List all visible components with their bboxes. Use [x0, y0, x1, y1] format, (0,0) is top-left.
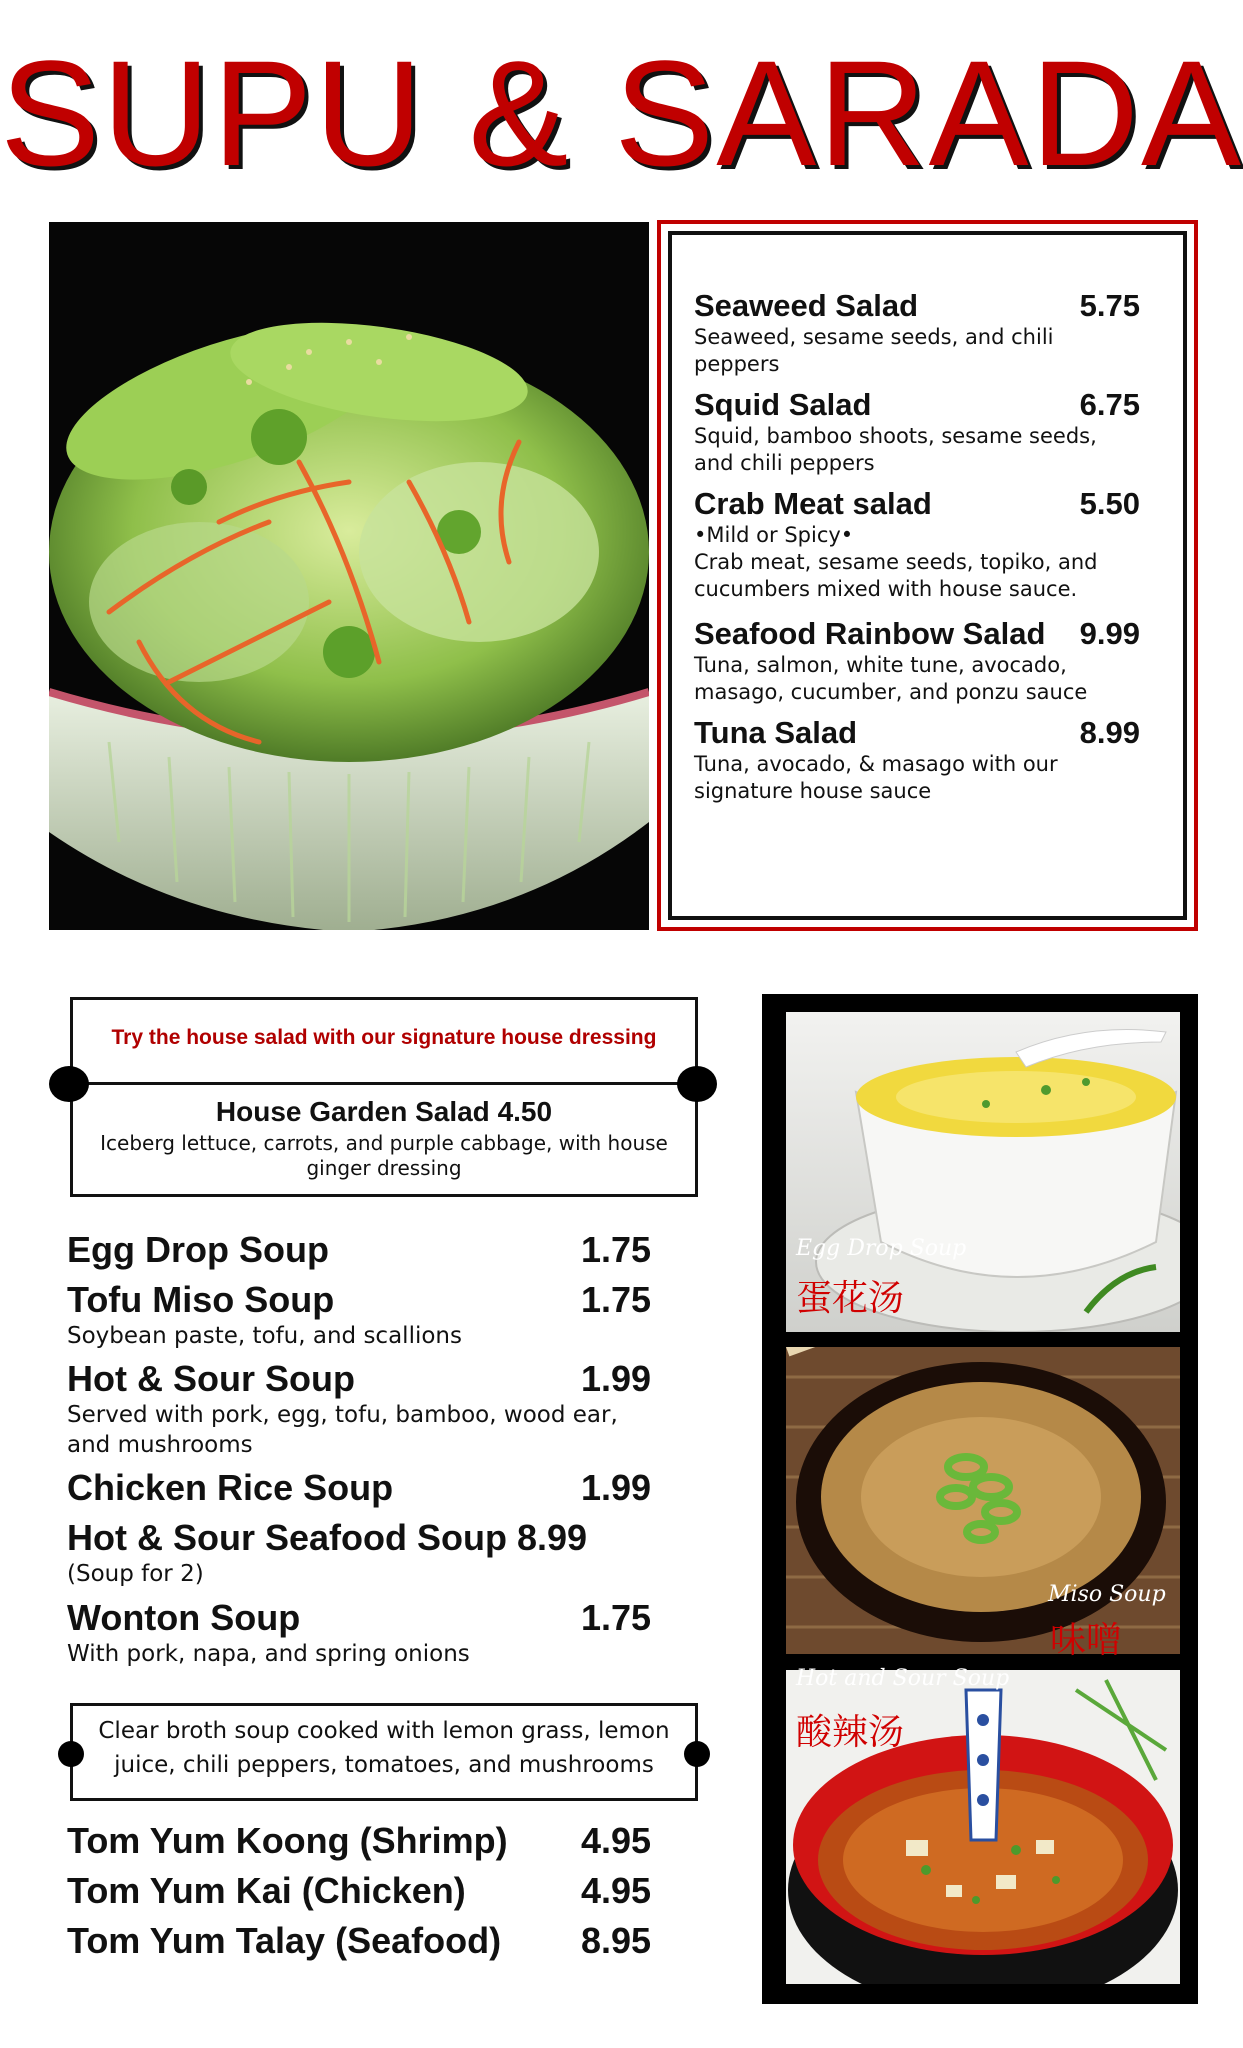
salad-name: Squid Salad [694, 387, 872, 422]
tom-yum-name: Tom Yum Talay (Seafood) [67, 1920, 502, 1961]
soup-name: Hot & Sour Soup [67, 1358, 355, 1399]
soup-description: Soybean paste, tofu, and scallions [67, 1323, 462, 1349]
tom-yum-price: 4.95 [581, 1870, 652, 1911]
soup-name: Hot & Sour Seafood Soup 8.99 [67, 1517, 588, 1558]
salad-name: Tuna Salad [694, 715, 858, 750]
salad-description: Seaweed, sesame seeds, and chili peppers [694, 325, 1054, 376]
salad-item [694, 486, 1140, 603]
salad-description: Tuna, avocado, & masago with our signature house sauce [694, 752, 1058, 803]
salad-item [694, 387, 1140, 477]
house-salad-tagline: Try the house salad with our signature house dressing [111, 1026, 657, 1049]
tom-yum-item [67, 1920, 659, 1962]
photo-caption: Egg Drop Soup [796, 1236, 967, 1261]
salad-item [694, 288, 1140, 378]
salad-name: Seafood Rainbow Salad [694, 616, 1046, 651]
soup-description: (Soup for 2) [67, 1561, 204, 1587]
house-salad-name: House Garden Salad 4.50 [215, 1096, 553, 1127]
salad-description: Squid, bamboo shoots, sesame seeds, and chili peppers [694, 424, 1097, 475]
photo-chinese-caption: 蛋花汤 [796, 1278, 905, 1319]
salad-description: Crab meat, sesame seeds, topiko, and cucumbers mixed with house sauce. [694, 550, 1098, 601]
soup-price: 1.75 [581, 1229, 652, 1270]
salad-price: 5.75 [1079, 288, 1140, 323]
soup-item [67, 1467, 659, 1509]
house-salad-divider [70, 1082, 698, 1085]
tom-yum-price: 4.95 [581, 1820, 652, 1861]
photo-chinese-caption: 酸辣汤 [796, 1712, 905, 1753]
salad-bowl-photo [49, 222, 649, 930]
salad-name: Crab Meat salad [694, 486, 932, 521]
tom-yum-name: Tom Yum Kai (Chicken) [67, 1870, 466, 1911]
tom-yum-name: Tom Yum Koong (Shrimp) [67, 1820, 508, 1861]
miso-soup-photo [786, 1347, 1180, 1654]
tom-yum-price: 8.95 [581, 1920, 652, 1961]
soup-price: 1.99 [581, 1358, 652, 1399]
soup-item [67, 1358, 659, 1460]
soup-description: Served with pork, egg, tofu, bamboo, wood ear, and mushrooms [67, 1402, 618, 1458]
salad-price: 9.99 [1079, 616, 1140, 651]
tom-yum-description: Clear broth soup cooked with lemon grass, lemon juice, chili peppers, tomatoes, and mushrooms [98, 1718, 670, 1778]
soup-name: Tofu Miso Soup [67, 1279, 335, 1320]
house-salad-description: Iceberg lettuce, carrots, and purple cabbage, with house ginger dressing [100, 1131, 668, 1180]
divider-dot [684, 1741, 710, 1767]
soup-name: Chicken Rice Soup [67, 1467, 394, 1508]
tom-yum-item [67, 1870, 659, 1912]
soup-item [67, 1597, 659, 1669]
tom-yum-item [67, 1820, 659, 1862]
salad-name: Seaweed Salad [694, 288, 919, 323]
soup-price: 1.75 [581, 1597, 652, 1638]
soup-description: With pork, napa, and spring onions [67, 1641, 470, 1667]
salad-item [694, 616, 1140, 706]
menu-title: SUPU & SARADA [0, 29, 1243, 197]
soup-price: 1.99 [581, 1467, 652, 1508]
salad-description: Tuna, salmon, white tune, avocado, masago, cucumber, and ponzu sauce [694, 653, 1088, 704]
divider-dot [58, 1741, 84, 1767]
salad-price: 5.50 [1079, 486, 1140, 521]
soup-name: Egg Drop Soup [67, 1229, 329, 1270]
soup-item [67, 1517, 659, 1589]
salad-item [694, 715, 1140, 805]
soup-name: Wonton Soup [67, 1597, 301, 1638]
soup-item [67, 1279, 659, 1351]
salad-option-note: •Mild or Spicy• [694, 523, 854, 547]
salad-price: 6.75 [1079, 387, 1140, 422]
photo-caption: Hot and Sour Soup [796, 1666, 1010, 1691]
soup-item [67, 1229, 659, 1271]
photo-chinese-caption: 味噌 [1050, 1620, 1123, 1661]
photo-caption: Miso Soup [1048, 1582, 1166, 1607]
salad-price: 8.99 [1079, 715, 1140, 750]
soup-price: 1.75 [581, 1279, 652, 1320]
